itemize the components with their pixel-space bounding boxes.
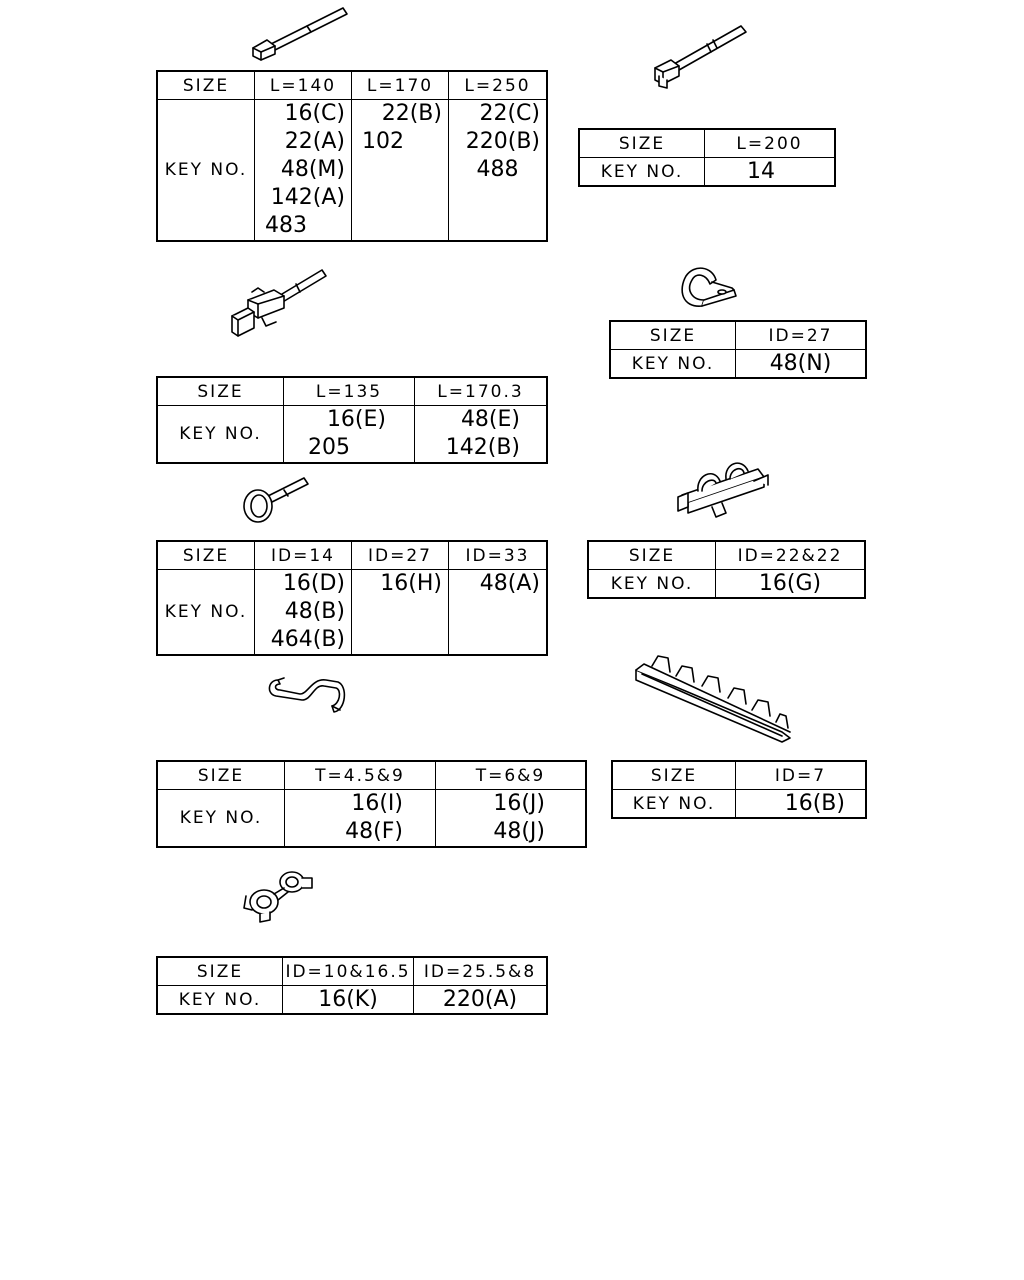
- key-value: 205: [308, 435, 350, 460]
- key-no-label: KEY NO.: [157, 986, 283, 1015]
- key-cell: [716, 570, 866, 599]
- p-clamp-icon: [672, 262, 742, 312]
- size-header: SIZE: [588, 541, 716, 570]
- key-value: 142(B): [445, 435, 520, 460]
- key-value: 102: [362, 129, 404, 154]
- parts-table-mount-clip: [156, 376, 548, 464]
- key-cell: [285, 790, 436, 848]
- size-header: SIZE: [157, 957, 283, 986]
- size-header: SIZE: [157, 761, 285, 790]
- size-l200: L=200: [705, 129, 836, 158]
- key-cell: [415, 406, 548, 464]
- key-cell: [449, 570, 548, 656]
- size-id22-22: ID=22&22: [716, 541, 866, 570]
- size-l135: L=135: [284, 377, 415, 406]
- key-value: 16(B): [784, 791, 845, 816]
- parts-table-spring-clip: [156, 760, 587, 848]
- key-value: 48(J): [493, 819, 545, 844]
- key-value: 22(C): [479, 101, 540, 126]
- key-value: 48(N): [769, 351, 832, 376]
- key-value: 22(A): [284, 129, 345, 154]
- key-value: 16(G): [758, 571, 822, 596]
- key-cell: [255, 570, 352, 656]
- twin-hose-clamp-icon: [240, 866, 320, 926]
- key-value: 220(B): [465, 129, 540, 154]
- size-l250: L=250: [449, 71, 548, 100]
- key-value: 48(M): [280, 157, 345, 182]
- key-no-label: KEY NO.: [157, 570, 255, 656]
- cable-tie-mount-clip-icon: [222, 262, 332, 342]
- key-cell: [352, 570, 449, 656]
- key-value: 48(B): [284, 599, 345, 624]
- size-l170-3: L=170.3: [415, 377, 548, 406]
- key-value: 48(F): [345, 819, 403, 844]
- key-value: 48(E): [460, 407, 520, 432]
- key-value: 14: [747, 159, 775, 184]
- key-no-label: KEY NO.: [612, 790, 736, 819]
- key-no-label: KEY NO.: [157, 100, 255, 242]
- spring-clip-icon: [262, 672, 352, 724]
- size-id25-5-8: ID=25.5&8: [414, 957, 548, 986]
- key-cell: [255, 100, 352, 242]
- key-value: 483: [265, 213, 307, 238]
- key-cell: [283, 986, 414, 1015]
- key-value: 22(B): [381, 101, 442, 126]
- size-l140: L=140: [255, 71, 352, 100]
- key-no-label: KEY NO.: [157, 790, 285, 848]
- size-id33: ID=33: [449, 541, 548, 570]
- cable-tie-clip-icon: [645, 18, 755, 90]
- key-no-label: KEY NO.: [610, 350, 736, 379]
- size-id10-16-5: ID=10&16.5: [283, 957, 414, 986]
- key-value: 16(I): [351, 791, 403, 816]
- key-value: 16(C): [284, 101, 345, 126]
- parts-table-cable-tie: [156, 70, 548, 242]
- parts-table-twin-hose-clamp: [156, 956, 548, 1015]
- key-value: 16(E): [326, 407, 386, 432]
- key-cell: [436, 790, 587, 848]
- size-header: SIZE: [157, 541, 255, 570]
- size-id27: ID=27: [736, 321, 867, 350]
- key-no-label: KEY NO.: [588, 570, 716, 599]
- size-t6-9: T=6&9: [436, 761, 587, 790]
- parts-table-p-clamp: [609, 320, 867, 379]
- size-id7: ID=7: [736, 761, 867, 790]
- size-t4-5-9: T=4.5&9: [285, 761, 436, 790]
- size-l170: L=170: [352, 71, 449, 100]
- key-value: 464(B): [270, 627, 345, 652]
- key-value: 48(A): [479, 571, 540, 596]
- key-cell: [736, 790, 867, 819]
- size-header: SIZE: [157, 71, 255, 100]
- parts-table-double-pipe-clip: [587, 540, 866, 599]
- parts-table-ring-tie: [156, 540, 548, 656]
- parts-table-clamp-strip: [611, 760, 867, 819]
- key-value: 142(A): [270, 185, 345, 210]
- key-value: 16(D): [282, 571, 345, 596]
- key-value: 16(J): [493, 791, 545, 816]
- size-header: SIZE: [612, 761, 736, 790]
- multi-pipe-clamp-strip-icon: [632, 648, 794, 748]
- key-cell: [414, 986, 548, 1015]
- key-no-label: KEY NO.: [157, 406, 284, 464]
- size-header: SIZE: [610, 321, 736, 350]
- ring-tie-icon: [238, 474, 313, 526]
- key-no-label: KEY NO.: [579, 158, 705, 187]
- key-cell: [284, 406, 415, 464]
- cable-tie-icon: [245, 2, 355, 62]
- key-value: 488: [476, 157, 519, 182]
- key-cell: [705, 158, 836, 187]
- size-header: SIZE: [157, 377, 284, 406]
- size-id27: ID=27: [352, 541, 449, 570]
- key-cell: [449, 100, 548, 242]
- key-value: 220(A): [442, 987, 518, 1012]
- key-value: 16(H): [380, 571, 442, 596]
- key-cell: [736, 350, 867, 379]
- parts-table-cable-tie-clip: [578, 128, 836, 187]
- size-id14: ID=14: [255, 541, 352, 570]
- key-cell: [352, 100, 449, 242]
- double-pipe-clip-icon: [672, 455, 772, 523]
- size-header: SIZE: [579, 129, 705, 158]
- key-value: 16(K): [318, 987, 378, 1012]
